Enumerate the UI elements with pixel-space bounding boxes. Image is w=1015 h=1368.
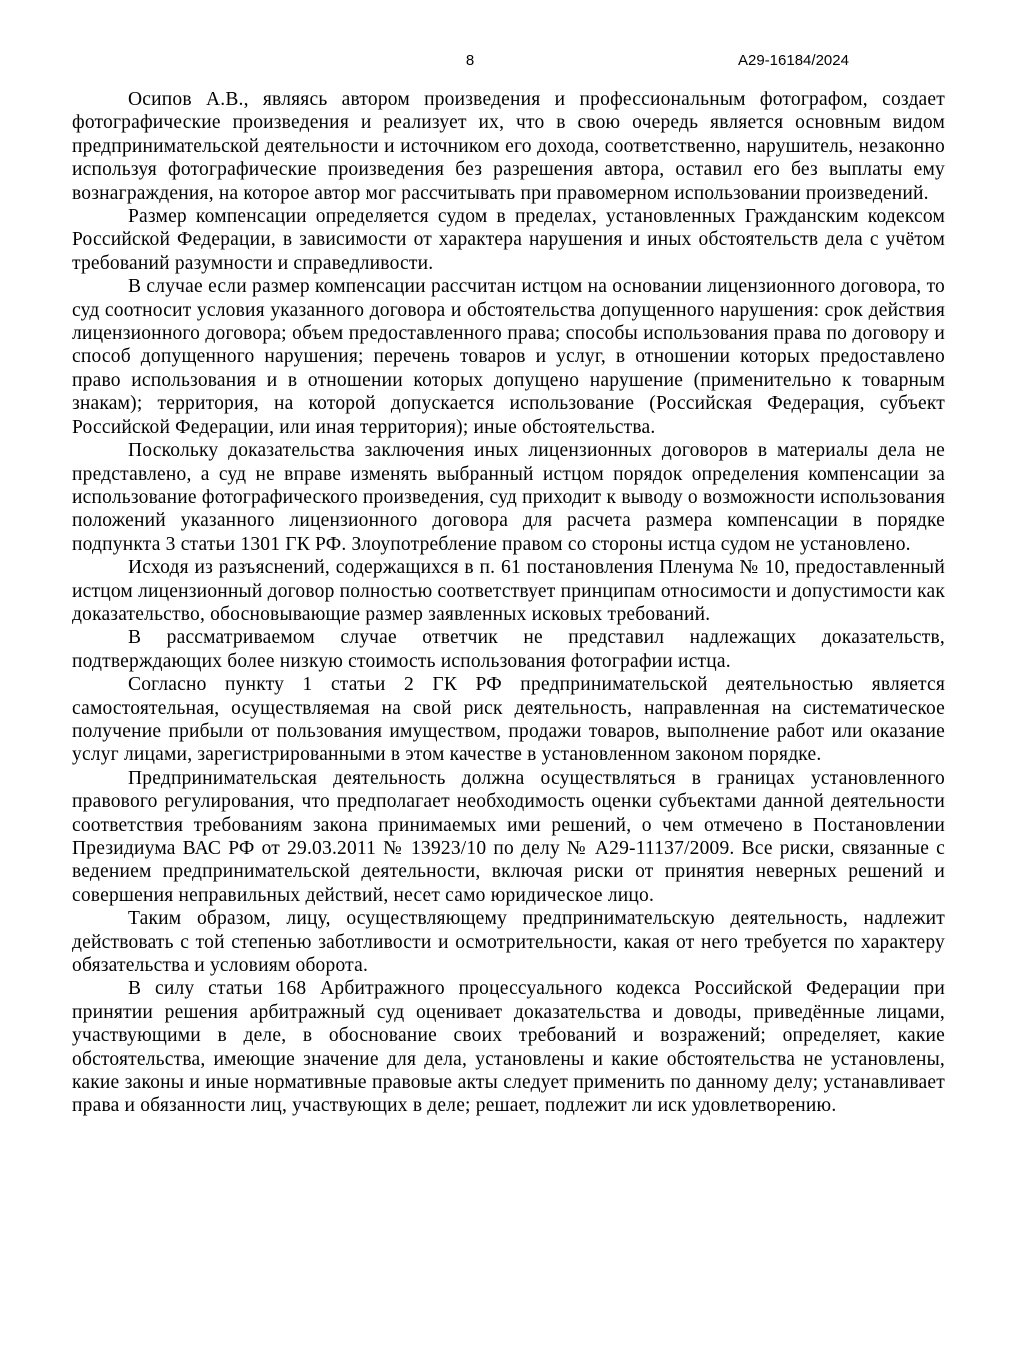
case-number: А29-16184/2024 [738,52,849,69]
page-number: 8 [465,52,475,69]
document-body [72,88,945,1118]
paragraph: Размер компенсации определяется судом в пределах, установленных Гражданским кодексом Российской Федерации, в зависимости от характера нарушения и иных обстоятельств дела с учётом требований разумности и справедливости. [72,206,945,274]
page-header [0,52,1015,72]
paragraph: Исходя из разъяснений, содержащихся в п. 61 постановления Пленума № 10, предоставленный истцом лицензионный договор полностью соответствует принципам относимости и допустимости как доказательство, обосновывающие размер заявленных исковых требований. [72,557,945,625]
paragraph: Поскольку доказательства заключения иных лицензионных договоров в материалы дела не представлено, а суд не вправе изменять выбранный истцом порядок определения компенсации за использование фотографического произведения, суд приходит к выводу о возможности использования положений указанного лицензионного договора для расчета размера компенсации в порядке подпункта 3 статьи 1301 ГК РФ. Злоупотребление правом со стороны истца судом не установлено. [72,440,945,555]
paragraph: Согласно пункту 1 статьи 2 ГК РФ предпринимательской деятельностью является самостоятельная, осуществляемая на свой риск деятельность, направленная на систематическое получение прибыли от пользования имуществом, продажи товаров, выполнение работ или оказание услуг лицами, зарегистрированными в этом качестве в установленном законом порядке. [72,674,945,766]
paragraph: В силу статьи 168 Арбитражного процессуального кодекса Российской Федерации при принятии решения арбитражный суд оценивает доказательства и доводы, приведённые лицами, участвующими в деле, в обоснование своих требований и возражений; определяет, какие обстоятельства, имеющие значение для дела, установлены и какие обстоятельства не установлены, какие законы и иные нормативные правовые акты следует применить по данному делу; устанавливает права и обязанности лиц, участвующих в деле; решает, подлежит ли иск удовлетворению. [72,978,945,1117]
paragraph: В рассматриваемом случае ответчик не представил надлежащих доказательств, подтверждающих более низкую стоимость использования фотографии истца. [72,627,945,672]
paragraph: Осипов А.В., являясь автором произведения и профессиональным фотографом, создает фотографические произведения и реализует их, что в свою очередь является основным видом предпринимательской деятельности и источником его дохода, соответственно, нарушитель, незаконно используя фотографические произведения без разрешения автора, оставил его без выплаты ему вознаграждения, на которое автор мог рассчитывать при правомерном использовании произведений. [72,89,945,204]
paragraph: Таким образом, лицу, осуществляющему предпринимательскую деятельность, надлежит действовать с той степенью заботливости и осмотрительности, какая от него требуется по характеру обязательства и условиям оборота. [72,908,945,977]
paragraph: В случае если размер компенсации рассчитан истцом на основании лицензионного договора, то суд соотносит условия указанного договора и обстоятельства допущенного нарушения: срок действия лицензионного договора; объем предоставленного права; способы использования права по договору и способ допущенного нарушения; перечень товаров и услуг, в отношении которых предоставлено право использования и в отношении которых допущено нарушение (применительно к товарным знакам); территория, на которой допускается использование (Российская Федерация, субъект Российской Федерации, или иная территория); иные обстоятельства. [72,276,945,438]
paragraph: Предпринимательская деятельность должна осуществляться в границах установленного правового регулирования, что предполагает необходимость оценки субъектами данной деятельности соответствия требованиям закона принимаемых ими решений, о чем отмечено в Постановлении Президиума ВАС РФ от 29.03.2011 № 13923/10 по делу № А29-11137/2009. Все риски, связанные с ведением предпринимательской деятельности, включая риски от принятия неверных решений и совершения неправильных действий, несет само юридическое лицо. [72,767,945,906]
